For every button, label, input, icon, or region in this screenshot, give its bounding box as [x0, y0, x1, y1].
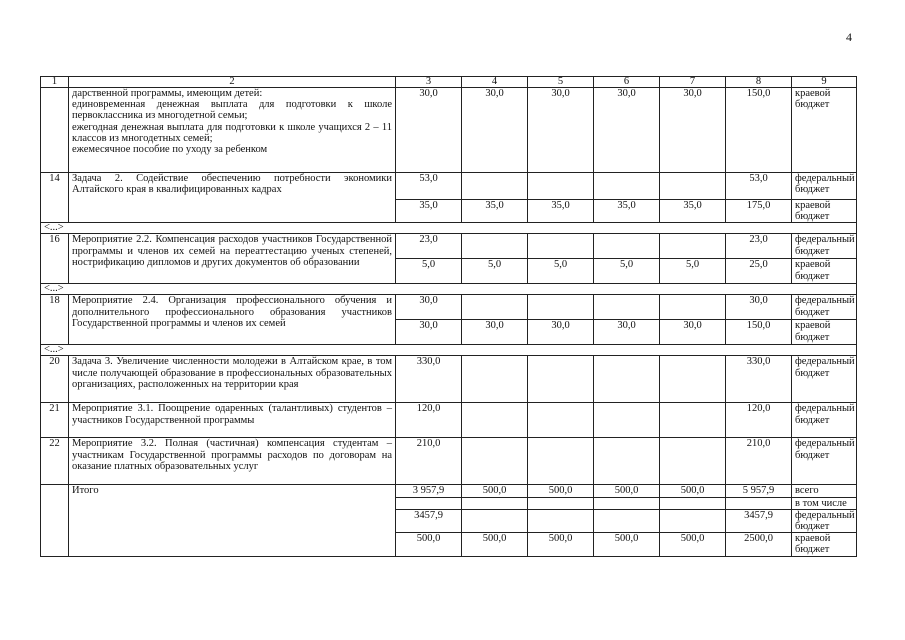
value-cell: 30,0	[462, 320, 528, 345]
value-cell: 30,0	[396, 295, 462, 320]
value-cell	[528, 295, 594, 320]
value-cell	[462, 234, 528, 259]
value-cell	[660, 438, 726, 485]
value-cell	[660, 356, 726, 403]
description-cell: Мероприятие 3.2. Полная (частичная) компенсация студентам – участникам Государственной программы расходов по договорам на оказание платных образовательных услуг	[69, 438, 396, 485]
budget-table	[40, 76, 857, 557]
description-cell: Мероприятие 2.4. Организация профессионального обучения и дополнительного профессионального образования участников Государственной программы и членов их семей	[69, 295, 396, 345]
value-cell: 120,0	[396, 403, 462, 438]
value-cell	[528, 497, 594, 509]
value-cell: 30,0	[396, 88, 462, 173]
ellipsis-cell: <...>	[41, 345, 857, 356]
table-row	[41, 356, 857, 403]
value-cell: 23,0	[726, 234, 792, 259]
budget-source-cell: федеральный бюджет	[792, 295, 857, 320]
row-number-cell: 18	[41, 295, 69, 345]
budget-source-cell: всего	[792, 485, 857, 497]
value-cell: 330,0	[396, 356, 462, 403]
value-cell: 5,0	[594, 259, 660, 284]
value-cell	[528, 403, 594, 438]
value-cell	[528, 438, 594, 485]
header-cell: 2	[69, 77, 396, 88]
value-cell: 120,0	[726, 403, 792, 438]
value-cell: 35,0	[594, 200, 660, 223]
budget-source-cell: краевой бюджет	[792, 533, 857, 556]
value-cell	[594, 509, 660, 532]
value-cell	[462, 509, 528, 532]
value-cell: 35,0	[660, 200, 726, 223]
header-cell: 4	[462, 77, 528, 88]
table-row	[41, 173, 857, 200]
value-cell	[462, 497, 528, 509]
value-cell: 500,0	[594, 533, 660, 556]
description-cell: Задача 2. Содействие обеспечению потребности экономики Алтайского края в квалифицированных кадрах	[69, 173, 396, 223]
budget-source-cell: в том числе	[792, 497, 857, 509]
value-cell: 35,0	[396, 200, 462, 223]
value-cell: 500,0	[396, 533, 462, 556]
value-cell: 500,0	[528, 533, 594, 556]
header-row	[41, 77, 857, 88]
value-cell: 5,0	[396, 259, 462, 284]
value-cell: 30,0	[594, 320, 660, 345]
value-cell: 5 957,9	[726, 485, 792, 497]
value-cell	[660, 497, 726, 509]
value-cell: 500,0	[462, 533, 528, 556]
description-cell: дарственной программы, имеющим детей: единовременная денежная выплата для подготовки к школе первоклассника из многодетной семьи; ежегодная денежная выплата для подготовки к школе учащихся 2 – 11 классов из многодетных семей; ежемесячное пособие по уходу за ребенком	[69, 88, 396, 173]
header-cell: 8	[726, 77, 792, 88]
value-cell: 53,0	[396, 173, 462, 200]
value-cell	[528, 356, 594, 403]
value-cell: 53,0	[726, 173, 792, 200]
total-label-cell: Итого	[69, 485, 396, 556]
value-cell: 330,0	[726, 356, 792, 403]
value-cell: 30,0	[594, 88, 660, 173]
value-cell: 30,0	[528, 320, 594, 345]
value-cell	[594, 356, 660, 403]
value-cell	[462, 403, 528, 438]
value-cell: 3457,9	[726, 509, 792, 532]
table-row	[41, 88, 857, 173]
budget-source-cell: федеральный бюджет	[792, 173, 857, 200]
value-cell	[528, 173, 594, 200]
row-number-cell: 20	[41, 356, 69, 403]
value-cell	[594, 403, 660, 438]
ellipsis-cell: <...>	[41, 284, 857, 295]
budget-source-cell: краевой бюджет	[792, 259, 857, 284]
value-cell	[660, 403, 726, 438]
value-cell: 5,0	[660, 259, 726, 284]
value-cell: 210,0	[726, 438, 792, 485]
value-cell	[594, 173, 660, 200]
row-number-cell	[41, 485, 69, 556]
value-cell	[660, 295, 726, 320]
value-cell	[462, 295, 528, 320]
value-cell: 5,0	[462, 259, 528, 284]
row-number-cell	[41, 88, 69, 173]
value-cell	[594, 497, 660, 509]
header-cell: 1	[41, 77, 69, 88]
header-cell: 3	[396, 77, 462, 88]
value-cell	[462, 356, 528, 403]
value-cell	[528, 234, 594, 259]
row-number-cell: 21	[41, 403, 69, 438]
value-cell: 2500,0	[726, 533, 792, 556]
table-row	[41, 403, 857, 438]
value-cell: 25,0	[726, 259, 792, 284]
budget-source-cell: федеральный бюджет	[792, 234, 857, 259]
table-row	[41, 234, 857, 259]
header-cell: 6	[594, 77, 660, 88]
value-cell: 30,0	[726, 295, 792, 320]
ellipsis-cell: <...>	[41, 223, 857, 234]
value-cell: 3 957,9	[396, 485, 462, 497]
ellipsis-row	[41, 284, 857, 295]
table-row	[41, 438, 857, 485]
description-cell: Задача 3. Увеличение численности молодежи в Алтайском крае, в том числе получающей образование в профессиональных образовательных организациях, расположенных на территории края	[69, 356, 396, 403]
budget-source-cell: федеральный бюджет	[792, 509, 857, 532]
value-cell: 500,0	[660, 485, 726, 497]
value-cell: 5,0	[528, 259, 594, 284]
value-cell: 175,0	[726, 200, 792, 223]
row-number-cell: 22	[41, 438, 69, 485]
value-cell: 3457,9	[396, 509, 462, 532]
value-cell: 30,0	[528, 88, 594, 173]
value-cell	[660, 234, 726, 259]
value-cell: 210,0	[396, 438, 462, 485]
value-cell	[594, 438, 660, 485]
table-row	[41, 295, 857, 320]
value-cell	[660, 509, 726, 532]
value-cell: 30,0	[660, 88, 726, 173]
description-cell: Мероприятие 3.1. Поощрение одаренных (талантливых) студентов – участников Государственной программы	[69, 403, 396, 438]
total-row	[41, 485, 857, 497]
value-cell: 500,0	[594, 485, 660, 497]
budget-source-cell: краевой бюджет	[792, 88, 857, 173]
value-cell	[462, 438, 528, 485]
value-cell: 500,0	[462, 485, 528, 497]
value-cell	[726, 497, 792, 509]
row-number-cell: 16	[41, 234, 69, 284]
value-cell: 30,0	[462, 88, 528, 173]
header-cell: 5	[528, 77, 594, 88]
value-cell: 23,0	[396, 234, 462, 259]
header-cell: 9	[792, 77, 857, 88]
value-cell	[462, 173, 528, 200]
value-cell	[396, 497, 462, 509]
budget-source-cell: федеральный бюджет	[792, 438, 857, 485]
budget-source-cell: федеральный бюджет	[792, 356, 857, 403]
ellipsis-row	[41, 223, 857, 234]
description-cell: Мероприятие 2.2. Компенсация расходов участников Государственной программы и членов их семей на переаттестацию ученых степеней, нострификацию дипломов и других документов об образовании	[69, 234, 396, 284]
budget-source-cell: федеральный бюджет	[792, 403, 857, 438]
value-cell: 35,0	[462, 200, 528, 223]
page-number: 4	[846, 30, 852, 44]
budget-source-cell: краевой бюджет	[792, 200, 857, 223]
value-cell: 500,0	[528, 485, 594, 497]
ellipsis-row	[41, 345, 857, 356]
value-cell: 30,0	[660, 320, 726, 345]
value-cell: 30,0	[396, 320, 462, 345]
value-cell: 150,0	[726, 88, 792, 173]
value-cell: 150,0	[726, 320, 792, 345]
budget-source-cell: краевой бюджет	[792, 320, 857, 345]
value-cell	[528, 509, 594, 532]
value-cell	[594, 295, 660, 320]
value-cell: 35,0	[528, 200, 594, 223]
row-number-cell: 14	[41, 173, 69, 223]
value-cell	[660, 173, 726, 200]
value-cell	[594, 234, 660, 259]
header-cell: 7	[660, 77, 726, 88]
value-cell: 500,0	[660, 533, 726, 556]
